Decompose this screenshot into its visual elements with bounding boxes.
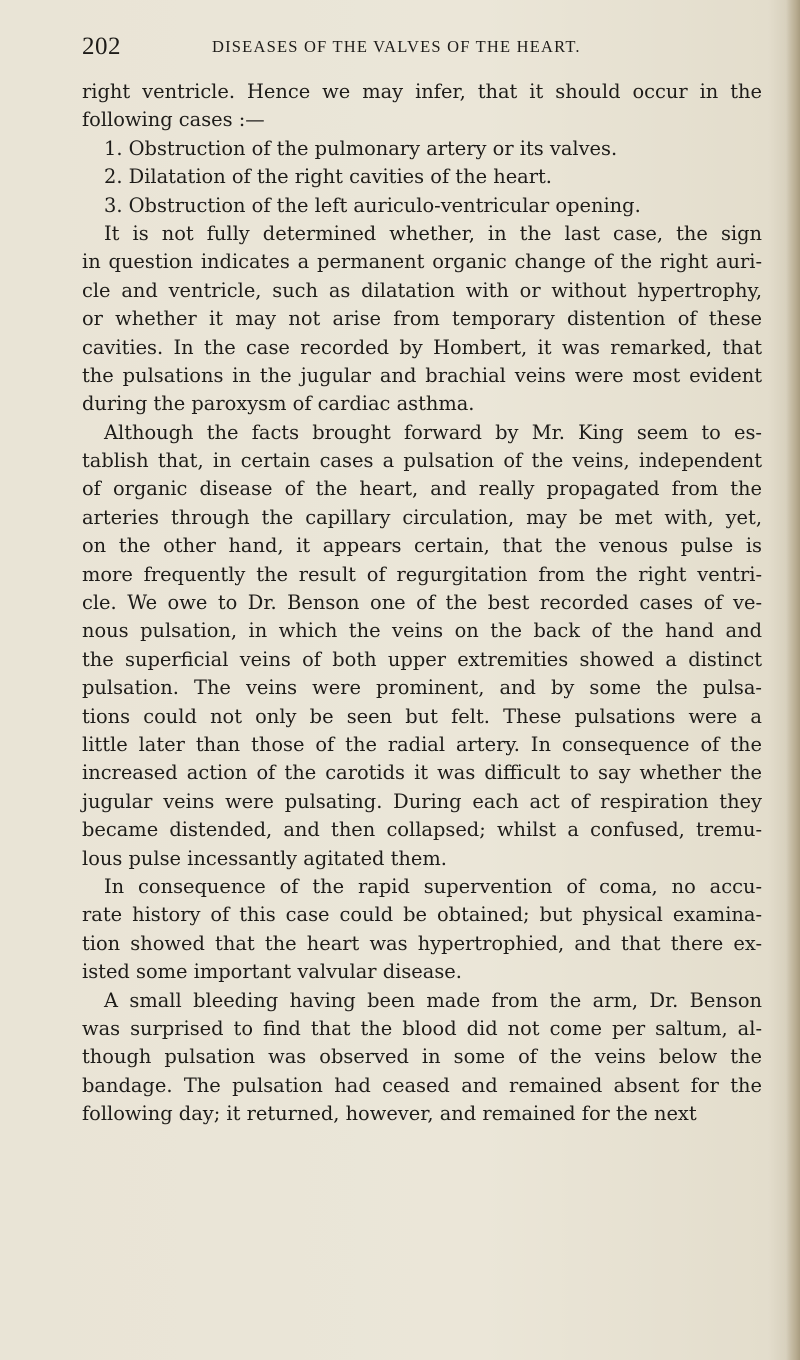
text-line: cavities. In the case recorded by Hombert, it was remarked, that (82, 335, 762, 359)
list-item: 3. Obstruction of the left auriculo-ventricular opening. (104, 193, 641, 217)
text-line: right ventricle. Hence we may infer, that it should occur in the (82, 80, 762, 103)
body-text (82, 78, 762, 1128)
text-line: nous pulsation, in which the veins on the back of the hand and (82, 619, 762, 643)
text-line: cle. We owe to Dr. Benson one of the best recorded cases of ve- (82, 591, 762, 615)
text-line: pulsation. The veins were prominent, and by some the pulsa- (82, 676, 762, 700)
text-line: on the other hand, it appears certain, that the venous pulse is (82, 534, 762, 558)
text-line: little later than those of the radial artery. In consequence of the (82, 732, 762, 756)
text-line: tions could not only be seen but felt. These pulsations were a (82, 704, 762, 728)
text-line: rate history of this case could be obtained; but physical examina- (82, 903, 762, 927)
page-number: 202 (82, 33, 121, 60)
text-line: in question indicates a permanent organic change of the right auri- (82, 250, 762, 274)
text-line: or whether it may not arise from temporary distention of these (82, 307, 762, 331)
text-line: lous pulse incessantly agitated them. (82, 846, 447, 870)
text-line: Although the facts brought forward by Mr. King seem to es- (104, 420, 762, 444)
text-line: following day; it returned, however, and remained for the next (82, 1102, 697, 1126)
running-head: DISEASES OF THE VALVES OF THE HEART. (212, 37, 581, 56)
text-line: jugular veins were pulsating. During each act of respiration they (82, 789, 762, 813)
text-line: was surprised to find that the blood did not come per saltum, al- (82, 1016, 762, 1040)
text-line: the pulsations in the jugular and brachial veins were most evident (82, 363, 762, 387)
text-line: isted some important valvular disease. (82, 960, 462, 984)
page-edge-shadow (786, 0, 800, 1360)
text-line: though pulsation was observed in some of the veins below the (82, 1045, 762, 1069)
text-line: of organic disease of the heart, and really propagated from the (82, 477, 762, 501)
text-line: It is not fully determined whether, in the last case, the sign (104, 221, 762, 245)
text-line: tablish that, in certain cases a pulsation of the veins, independent (82, 449, 762, 473)
text-line: following cases :— (82, 108, 265, 132)
text-line: A small bleeding having been made from the arm, Dr. Benson (104, 988, 762, 1012)
text-line: increased action of the carotids it was difficult to say whether the (82, 761, 762, 785)
text-line: arteries through the capillary circulation, may be met with, yet, (82, 505, 762, 529)
text-line: more frequently the result of regurgitation from the right ventri- (82, 562, 762, 586)
text-line: became distended, and then collapsed; whilst a confused, tremu- (82, 818, 762, 842)
list-item: 2. Dilatation of the right cavities of the heart. (104, 165, 552, 189)
text-line: the superficial veins of both upper extremities showed a distinct (82, 647, 762, 671)
text-line: tion showed that the heart was hypertrophied, and that there ex- (82, 931, 762, 955)
text-line: In consequence of the rapid supervention of coma, no accu- (104, 874, 762, 898)
text-line: cle and ventricle, such as dilatation with or without hypertrophy, (82, 278, 762, 302)
list-item: 1. Obstruction of the pulmonary artery or its valves. (104, 136, 618, 160)
text-line: during the paroxysm of cardiac asthma. (82, 392, 475, 416)
page-header (82, 33, 722, 63)
text-line: bandage. The pulsation had ceased and remained absent for the (82, 1073, 762, 1097)
